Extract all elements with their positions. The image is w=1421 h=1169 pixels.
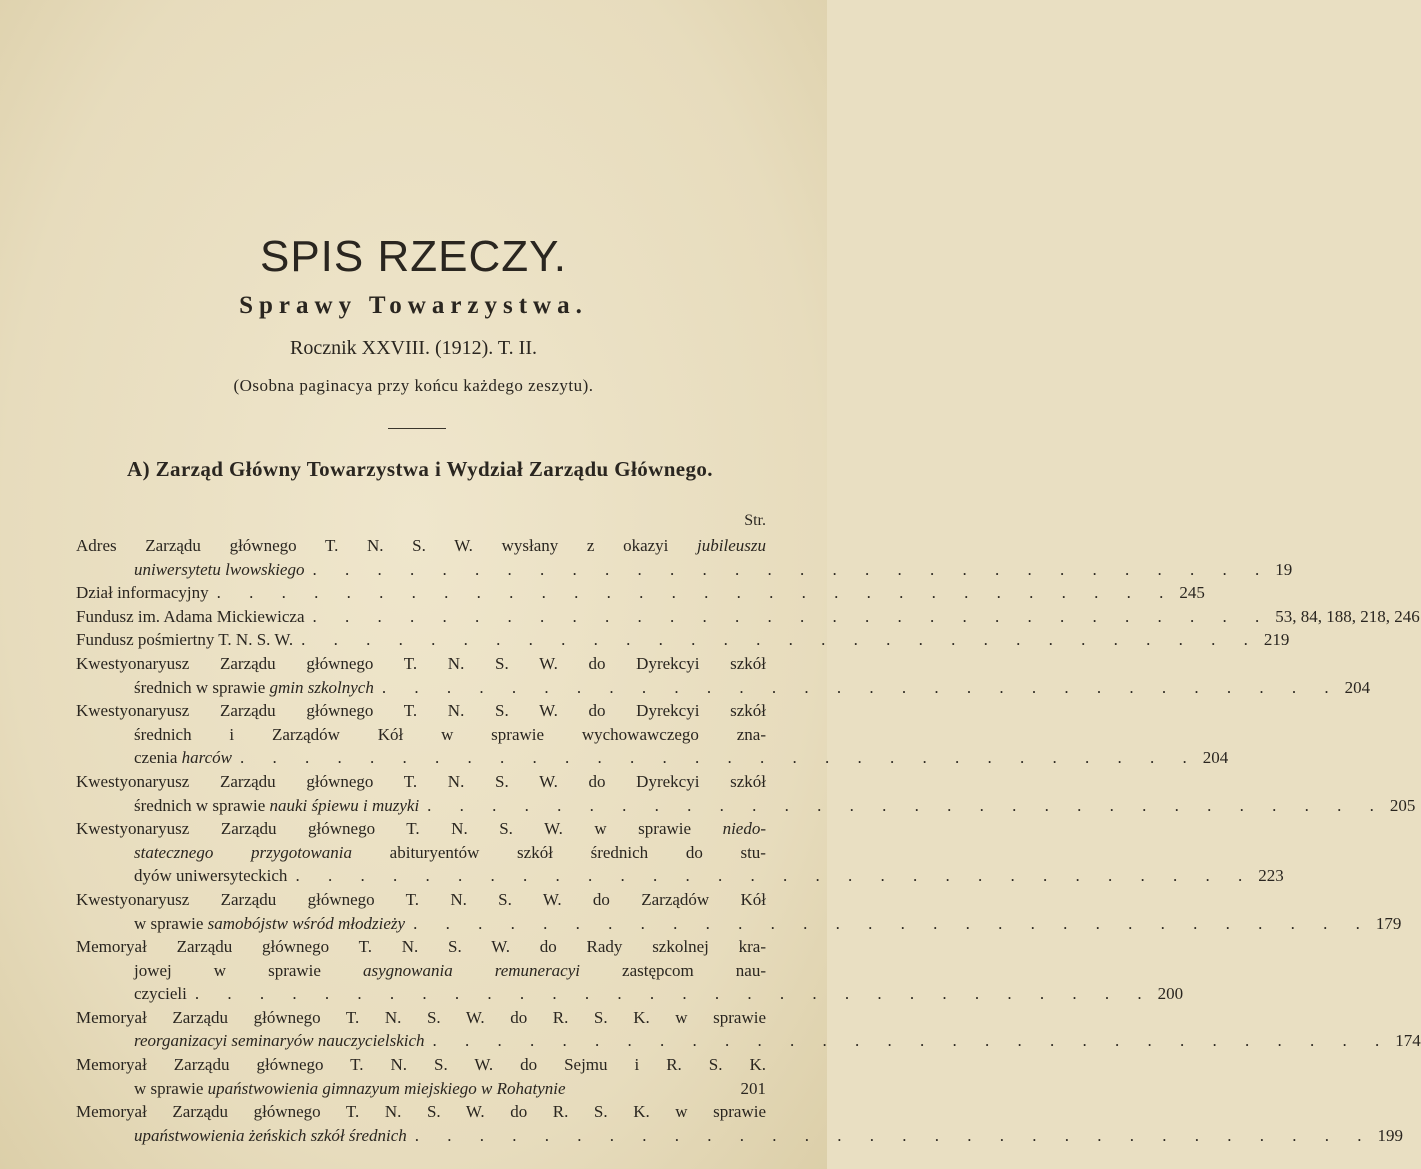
toc-entry-line (76, 935, 766, 959)
entry-text (76, 699, 766, 723)
toc-entry (76, 605, 1420, 629)
entry-text-italic: nauki śpiewu i muzyki (269, 795, 420, 815)
table-of-contents (76, 534, 1421, 1147)
toc-entry (76, 1100, 1404, 1147)
entry-text-part: dyów uniwersyteckich (134, 866, 288, 886)
entry-text-part: czycieli (134, 984, 187, 1004)
entry-text-part: jowej w sprawie (134, 960, 363, 980)
entry-text (134, 982, 187, 1006)
page-title: SPIS RZECZY. (259, 232, 568, 281)
entry-text-italic: upaństwowienia żeńskich szkół średnich (134, 1125, 407, 1145)
toc-entry-line (76, 982, 1184, 1006)
toc-entry-line (76, 723, 766, 747)
entry-text (76, 935, 766, 959)
toc-entry-line (76, 628, 1290, 652)
entry-text (134, 959, 766, 983)
page-number: 223 (1258, 866, 1284, 886)
toc-entry-line (76, 912, 1402, 936)
toc-entry-line (76, 534, 766, 558)
toc-entry (76, 534, 1293, 581)
toc-entry (76, 1006, 1421, 1053)
section-heading: A) Zarząd Główny Towarzystwa i Wydział Zarządu Głównego. (127, 457, 713, 481)
toc-entry-line (76, 1100, 766, 1124)
entry-text (134, 841, 766, 865)
entry-text-part: czenia (134, 748, 182, 768)
toc-entry (76, 581, 1205, 605)
entry-text-part: w sprawie (134, 913, 208, 933)
entry-text (134, 1124, 407, 1148)
entry-text-italic: harców (181, 748, 233, 768)
toc-entry (76, 817, 1284, 888)
dot-leader: . . . . . . . . . . . . . . . . . . . . . . . . . . . . . . (240, 748, 1199, 768)
entry-text-italic: uniwersytetu lwowskiego (134, 559, 305, 579)
entry-text-part: średnich w sprawie (134, 677, 270, 697)
entry-text-part: w sprawie (134, 1078, 208, 1098)
entry-text-italic: jubileuszu (697, 536, 766, 555)
toc-entry-line (76, 888, 766, 912)
toc-entry-line (76, 794, 1416, 818)
entry-text (134, 1077, 566, 1101)
entry-text (134, 794, 419, 818)
entry-text-part: Kwestyonaryusz Zarządu głównego T. N. S. W. w sprawie (76, 819, 723, 839)
page-number: 200 (1157, 984, 1184, 1004)
page-number: 19 (1275, 559, 1293, 579)
page-number: 53, 84, 188, 218, 246 (1275, 606, 1420, 626)
toc-entry (76, 935, 1184, 1006)
entry-text (76, 628, 293, 652)
page-subtitle: Sprawy Towarzystwa. (239, 292, 588, 319)
dot-leader: . . . . . . . . . . . . . . . . . . . . . . . . . . . . . . (312, 606, 1272, 626)
dot-leader: . . . . . . . . . . . . . . . . . . . . . . . . . . . . . . (413, 913, 1372, 933)
dot-leader: . . . . . . . . . . . . . . . . . . . . . . . . . . . . . . (432, 1031, 1392, 1051)
entry-text-part: średnich w sprawie (134, 795, 270, 815)
entry-text (76, 605, 305, 629)
entry-text-part: Fundusz pośmiertny T. N. S. W. (76, 630, 294, 650)
toc-entry (76, 1053, 766, 1100)
entry-text-italic: samobójstw wśród młodzieży (207, 913, 406, 933)
page-number: 205 (1389, 795, 1416, 815)
entry-text-part: średnich i Zarządów Kół w sprawie wychowawczego zna- (134, 724, 766, 744)
dot-leader: . . . . . . . . . . . . . . . . . . . . . . . . . . . . . . (216, 583, 1176, 603)
toc-entry-line (76, 959, 766, 983)
toc-entry-line (76, 841, 766, 865)
entry-text (134, 746, 232, 770)
entry-text-italic: asygnowania remuneracyi (362, 960, 580, 980)
entry-text-part: Adres Zarządu głównego T. N. S. W. wysłany z okazyi (76, 536, 698, 555)
entry-text (76, 888, 766, 912)
toc-entry (76, 770, 1416, 817)
entry-text-part: Kwestyonaryusz Zarządu głównego T. N. S. W. do Dyrekcyi szkół (76, 653, 766, 673)
dot-leader: . . . . . . . . . . . . . . . . . . . . . . . . . . . . . . (295, 866, 1255, 886)
entry-text-part: Dział informacyjny (76, 583, 209, 603)
toc-entry-line (76, 864, 1284, 888)
toc-entry-line (76, 770, 766, 794)
entry-text-italic: gmin szkolnych (269, 677, 374, 697)
entry-text-part: Kwestyonaryusz Zarządu głównego T. N. S. W. do Dyrekcyi szkół (76, 701, 766, 721)
dot-leader: . . . . . . . . . . . . . . . . . . . . . . . . . . . . . . (301, 630, 1260, 650)
page-number: 179 (1375, 913, 1402, 933)
page-number: 204 (1344, 677, 1371, 697)
page-column-label: Str. (744, 512, 766, 529)
toc-entry-line (76, 605, 1420, 629)
entry-text-part: Kwestyonaryusz Zarządu głównego T. N. S. W. do Zarządów Kół (76, 889, 766, 909)
dot-leader: . . . . . . . . . . . . . . . . . . . . . . . . . . . . . . (312, 559, 1272, 579)
entry-text-italic: reorganizacyi seminaryów nauczycielskich (134, 1031, 425, 1051)
toc-entry (76, 699, 1229, 770)
volume-info: Rocznik XXVIII. (1912). T. II. (290, 337, 537, 359)
entry-text (76, 770, 766, 794)
toc-entry-line (76, 1029, 1421, 1053)
toc-entry-line (76, 1053, 766, 1077)
entry-text-part: Memoryał Zarządu głównego T. N. S. W. do Sejmu i R. S. K. (76, 1055, 766, 1075)
toc-entry (76, 628, 1290, 652)
entry-text (134, 558, 304, 582)
entry-text (76, 652, 766, 676)
pagination-note: (Osobna paginacya przy końcu każdego zeszytu). (233, 376, 594, 395)
toc-entry-line (76, 746, 1229, 770)
entry-text-part: Memoryał Zarządu głównego T. N. S. W. do R. S. K. w sprawie (76, 1102, 766, 1122)
entry-text-part: Memoryał Zarządu głównego T. N. S. W. do R. S. K. w sprawie (76, 1007, 766, 1027)
entry-text-part: zastępcom nau- (580, 960, 766, 980)
page-number: 201 (740, 1078, 766, 1098)
entry-text (76, 534, 766, 558)
toc-entry (76, 652, 1371, 699)
entry-text-part: abituryentów szkół średnich do stu- (352, 842, 766, 862)
divider-rule (388, 428, 446, 429)
dot-leader: . . . . . . . . . . . . . . . . . . . . . . . . . . . . . . (381, 677, 1341, 697)
dot-leader: . . . . . . . . . . . . . . . . . . . . . . . . . . . . . . (427, 795, 1386, 815)
entry-text (134, 723, 766, 747)
page-number: 204 (1202, 748, 1229, 768)
page-number: 199 (1377, 1125, 1404, 1145)
entry-text (76, 817, 766, 841)
dot-leader: . . . . . . . . . . . . . . . . . . . . . . . . . . . . . . (194, 984, 1154, 1004)
page-number: 245 (1179, 583, 1205, 603)
page-number: 174 (1395, 1031, 1421, 1051)
toc-entry-line (76, 652, 766, 676)
entry-text-italic: upaństwowienia gimnazyum miejskiego w Rohatynie (207, 1078, 566, 1098)
entry-text-italic: niedo- (722, 819, 766, 839)
entry-text (76, 1006, 766, 1030)
toc-entry-line (76, 1124, 1404, 1148)
toc-entry-line (76, 1077, 766, 1101)
toc-entry-line (76, 558, 1293, 582)
entry-text (134, 912, 405, 936)
entry-text (134, 1029, 425, 1053)
entry-text (134, 676, 374, 700)
entry-text-part: Kwestyonaryusz Zarządu głównego T. N. S. W. do Dyrekcyi szkół (76, 771, 766, 791)
entry-text-part: Memoryał Zarządu głównego T. N. S. W. do Rady szkolnej kra- (76, 937, 766, 957)
dot-leader: . . . . . . . . . . . . . . . . . . . . . . . . . . . . . . (414, 1125, 1374, 1145)
toc-entry-line (76, 699, 766, 723)
toc-entry (76, 888, 1402, 935)
entry-text-italic: statecznego przygotowania (134, 842, 353, 862)
entry-text-part: Fundusz im. Adama Mickiewicza (76, 606, 305, 626)
toc-entry-line (76, 581, 1205, 605)
toc-entry-line (76, 676, 1371, 700)
entry-text (76, 1100, 766, 1124)
entry-text (134, 864, 287, 888)
toc-entry-line (76, 1006, 766, 1030)
page-number: 219 (1263, 630, 1290, 650)
entry-text (76, 1053, 766, 1077)
entry-text (76, 581, 209, 605)
toc-entry-line (76, 817, 766, 841)
